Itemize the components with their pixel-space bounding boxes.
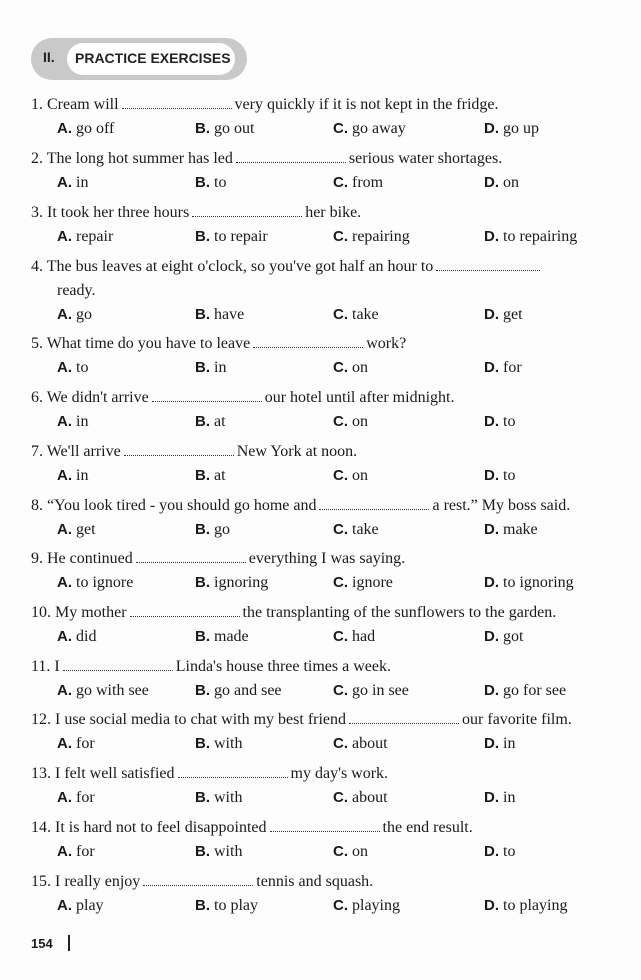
option-c[interactable] [333,464,368,488]
option-letter: D. [484,735,499,752]
answer-blank[interactable] [124,441,234,456]
option-letter: D. [484,628,499,645]
option-text: from [352,174,384,191]
option-text: go away [352,120,406,137]
option-text: go off [76,120,115,137]
option-text: go [76,306,92,323]
option-b[interactable] [195,171,226,195]
option-text: to [503,467,516,484]
option-letter: C. [333,467,348,484]
option-text: on [352,467,368,484]
question-15 [31,870,631,894]
option-text: on [352,413,368,430]
option-text: ignore [352,574,393,591]
option-a[interactable] [57,303,92,327]
option-letter: B. [195,228,210,245]
option-b[interactable] [195,410,226,434]
option-text: with [214,735,243,752]
option-letter: C. [333,789,348,806]
question-8 [31,494,631,518]
option-letter: A. [57,897,72,914]
question-text-after: our hotel until after midnight. [264,389,455,406]
option-letter: D. [484,120,499,137]
question-number: 9. [31,550,43,567]
option-letter: D. [484,843,499,860]
option-letter: A. [57,574,72,591]
option-text: to ignoring [503,574,574,591]
option-text: at [214,467,226,484]
question-text-before: I [54,658,60,675]
question-5 [31,332,631,356]
option-letter: C. [333,843,348,860]
option-letter: B. [195,359,210,376]
option-letter: D. [484,174,499,191]
option-text: to repairing [503,228,578,245]
option-text: in [503,789,516,806]
question-4 [31,255,631,279]
page-number-divider [68,935,70,951]
option-d[interactable] [484,225,577,249]
option-letter: A. [57,306,72,323]
option-text: go [214,521,230,538]
question-number: 10. [31,604,51,621]
option-text: at [214,413,226,430]
option-text: make [503,521,538,538]
question-text-after: my day's work. [290,765,389,782]
option-text: for [76,843,95,860]
option-a[interactable] [57,571,133,595]
option-text: in [214,359,227,376]
option-c[interactable] [333,171,383,195]
option-letter: D. [484,897,499,914]
option-c[interactable] [333,679,409,703]
answer-blank[interactable] [319,495,429,510]
option-text: go up [503,120,539,137]
option-text: for [503,359,522,376]
question-text-after: serious water shortages. [348,150,503,167]
option-letter: B. [195,628,210,645]
option-b[interactable] [195,625,249,649]
option-text: go and see [214,682,282,699]
option-d[interactable] [484,894,567,918]
option-a[interactable] [57,410,88,434]
option-text: with [214,789,243,806]
option-text: have [214,306,245,323]
question-10 [31,601,631,625]
option-letter: A. [57,735,72,752]
option-letter: C. [333,574,348,591]
question-number: 2. [31,150,43,167]
option-letter: C. [333,521,348,538]
answer-blank[interactable] [349,709,459,724]
section-number: II. [43,49,55,65]
option-text: to play [214,897,258,914]
option-letter: B. [195,574,210,591]
question-text-before: My mother [55,604,127,621]
option-letter: B. [195,306,210,323]
option-letter: D. [484,521,499,538]
answer-blank[interactable] [192,202,302,217]
option-letter: D. [484,574,499,591]
question-number: 14. [31,819,51,836]
option-text: ignoring [214,574,269,591]
question-text-before: I use social media to chat with my best friend [55,711,347,728]
section-header [31,38,247,80]
option-letter: D. [484,789,499,806]
option-letter: B. [195,843,210,860]
option-d[interactable] [484,410,515,434]
option-text: to [214,174,227,191]
question-number: 11. [31,658,51,675]
question-11 [31,655,631,679]
question-continuation: ready. [57,282,96,299]
option-letter: B. [195,413,210,430]
option-c[interactable] [333,410,368,434]
option-letter: A. [57,682,72,699]
option-b[interactable] [195,894,258,918]
question-1 [31,93,631,117]
question-number: 4. [31,258,43,275]
option-text: in [503,735,516,752]
option-d[interactable] [484,464,515,488]
option-letter: C. [333,628,348,645]
question-text-before: It took her three hours [47,204,190,221]
answer-blank[interactable] [136,548,246,563]
question-9 [31,547,631,571]
option-a[interactable] [57,117,114,141]
question-number: 7. [31,443,43,460]
question-text-before: We didn't arrive [46,389,149,406]
option-letter: C. [333,174,348,191]
answer-blank[interactable] [253,333,363,348]
option-a[interactable] [57,464,88,488]
answer-blank[interactable] [270,817,380,832]
option-a[interactable] [57,225,113,249]
option-c[interactable] [333,303,379,327]
option-letter: B. [195,174,210,191]
option-text: get [76,521,96,538]
option-text: did [76,628,97,645]
option-letter: A. [57,521,72,538]
option-letter: C. [333,306,348,323]
option-letter: B. [195,521,210,538]
option-text: go in see [352,682,409,699]
question-text-before: Cream will [47,96,119,113]
option-text: got [503,628,524,645]
option-b[interactable] [195,732,242,756]
option-text: for [76,789,95,806]
option-letter: A. [57,628,72,645]
option-letter: D. [484,682,499,699]
answer-blank[interactable] [130,602,240,617]
question-number: 13. [31,765,51,782]
option-letter: D. [484,228,499,245]
option-letter: B. [195,120,210,137]
option-c[interactable] [333,625,375,649]
question-text-before: What time do you have to leave [46,335,251,352]
question-text-after: her bike. [305,204,362,221]
question-text-after: very quickly if it is not kept in the fridge. [234,96,499,113]
question-text-after: tennis and squash. [256,873,374,890]
option-text: go with see [76,682,149,699]
question-text-after: Linda's house three times a week. [175,658,391,675]
option-b[interactable] [195,679,282,703]
question-number: 15. [31,873,51,890]
option-d[interactable] [484,625,523,649]
option-c[interactable] [333,894,400,918]
answer-blank[interactable] [236,148,346,163]
answer-blank[interactable] [178,763,288,778]
question-text-after: the end result. [382,819,473,836]
section-title: PRACTICE EXERCISES [75,50,231,66]
option-b[interactable] [195,117,254,141]
option-text: on [352,359,368,376]
option-text: on [503,174,519,191]
option-letter: C. [333,359,348,376]
option-text: with [214,843,243,860]
question-number: 1. [31,96,43,113]
option-c[interactable] [333,225,410,249]
option-d[interactable] [484,303,523,327]
option-letter: C. [333,120,348,137]
question-text-before: The bus leaves at eight o'clock, so you've got half an hour to [46,258,434,275]
answer-blank[interactable] [436,256,540,271]
option-d[interactable] [484,518,538,542]
option-d[interactable] [484,356,522,380]
option-b[interactable] [195,840,242,864]
option-d[interactable] [484,571,574,595]
option-a[interactable] [57,786,95,810]
option-a[interactable] [57,356,88,380]
question-12 [31,708,631,732]
question-text-before: I really enjoy [55,873,141,890]
option-text: playing [352,897,400,914]
option-text: made [214,628,249,645]
question-text-after: New York at noon. [236,443,358,460]
question-2 [31,147,631,171]
option-a[interactable] [57,518,96,542]
question-6 [31,386,631,410]
option-letter: C. [333,228,348,245]
option-text: take [352,521,379,538]
option-a[interactable] [57,840,95,864]
option-text: to [76,359,89,376]
option-letter: C. [333,413,348,430]
option-b[interactable] [195,786,242,810]
question-number: 5. [31,335,43,352]
answer-blank[interactable] [63,656,173,671]
option-letter: A. [57,413,72,430]
option-text: about [352,735,388,752]
option-d[interactable] [484,171,519,195]
option-c[interactable] [333,786,388,810]
option-b[interactable] [195,571,268,595]
answer-blank[interactable] [152,387,262,402]
option-letter: C. [333,735,348,752]
option-letter: D. [484,306,499,323]
option-a[interactable] [57,171,88,195]
option-d[interactable] [484,786,515,810]
option-b[interactable] [195,518,230,542]
option-text: take [352,306,379,323]
option-b[interactable] [195,464,226,488]
option-text: get [503,306,523,323]
option-c[interactable] [333,356,368,380]
option-a[interactable] [57,679,149,703]
option-text: had [352,628,376,645]
option-letter: D. [484,413,499,430]
option-d[interactable] [484,117,539,141]
option-c[interactable] [333,117,406,141]
page-number: 154 [31,936,53,951]
question-text-before: The long hot summer has led [46,150,233,167]
option-c[interactable] [333,518,379,542]
question-text-before: He continued [47,550,133,567]
option-letter: B. [195,789,210,806]
option-letter: B. [195,897,210,914]
question-13 [31,762,631,786]
question-text-after: everything I was saying. [248,550,406,567]
option-d[interactable] [484,840,515,864]
option-letter: A. [57,843,72,860]
question-number: 12. [31,711,51,728]
option-letter: B. [195,735,210,752]
question-text-before: We'll arrive [46,443,121,460]
option-a[interactable] [57,732,95,756]
option-c[interactable] [333,732,388,756]
option-letter: A. [57,359,72,376]
option-letter: C. [333,682,348,699]
option-letter: D. [484,467,499,484]
question-3 [31,201,631,225]
question-text-before: I felt well satisfied [55,765,175,782]
option-text: to playing [503,897,568,914]
option-b[interactable] [195,225,268,249]
option-text: to ignore [76,574,134,591]
option-a[interactable] [57,894,104,918]
option-d[interactable] [484,679,566,703]
option-text: repair [76,228,114,245]
option-b[interactable] [195,303,244,327]
question-text-after: the transplanting of the sunflowers to the garden. [242,604,557,621]
option-text: in [76,174,89,191]
option-text: go out [214,120,255,137]
question-14 [31,816,631,840]
option-text: for [76,735,95,752]
question-text-before: “You look tired - you should go home and [47,497,317,514]
answer-blank[interactable] [143,871,253,886]
answer-blank[interactable] [122,94,232,109]
question-text-before: It is hard not to feel disappointed [55,819,267,836]
option-a[interactable] [57,625,96,649]
option-text: in [76,413,89,430]
option-text: to repair [214,228,268,245]
question-text-after: our favorite film. [462,711,572,728]
option-text: on [352,843,368,860]
option-letter: A. [57,228,72,245]
option-letter: A. [57,789,72,806]
option-letter: A. [57,174,72,191]
option-letter: A. [57,120,72,137]
option-text: play [76,897,104,914]
question-text-after: a rest.” My boss said. [432,497,571,514]
option-letter: B. [195,467,210,484]
question-7 [31,440,631,464]
option-letter: C. [333,897,348,914]
option-d[interactable] [484,732,515,756]
option-letter: D. [484,359,499,376]
section-title-box [67,43,235,75]
option-letter: B. [195,682,210,699]
question-number: 8. [31,497,43,514]
option-text: about [352,789,388,806]
option-text: in [76,467,89,484]
option-text: to [503,843,516,860]
option-text: to [503,413,516,430]
option-b[interactable] [195,356,226,380]
option-text: repairing [352,228,410,245]
option-text: go for see [503,682,567,699]
question-number: 3. [31,204,43,221]
option-letter: A. [57,467,72,484]
option-c[interactable] [333,840,368,864]
question-number: 6. [31,389,43,406]
question-text-after: work? [366,335,407,352]
option-c[interactable] [333,571,393,595]
